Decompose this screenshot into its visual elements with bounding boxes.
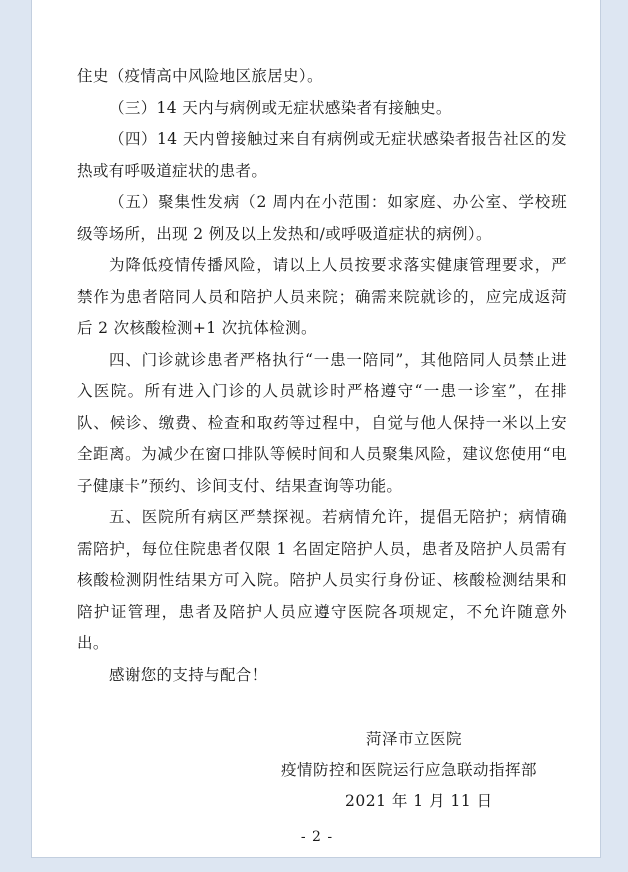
paragraph-2: （三）14 天内与病例或无症状感染者有接触史。: [109, 98, 452, 117]
paragraph-7: 五、医院所有病区严禁探视。若病情允许，提倡无陪护；病情确需陪护，每位住院患者仅限 1 名固定陪护人员，患者及陪护人员需有核酸检测阴性结果方可入院。陪护人员实行身份证、核酸检测结果和陪护证管理，患者及陪护人员应遵守医院各项规定，不允许随意外出。: [77, 508, 567, 652]
signature-date: 2021 年 1 月 11 日: [345, 792, 493, 810]
paragraph-5: 为降低疫情传播风险，请以上人员按要求落实健康管理要求，严禁作为患者陪同人员和陪护人员来院；确需来院就诊的，应完成返菏后 2 次核酸检测+1 次抗体检测。: [77, 256, 567, 337]
paragraph-3: （四）14 天内曾接触过来自有病例或无症状感染者报告社区的发热或有呼吸道症状的患者。: [77, 130, 567, 180]
paragraph-8: 感谢您的支持与配合！: [109, 665, 268, 684]
signature-department: 疫情防控和医院运行应急联动指挥部: [281, 761, 538, 779]
page-number: - 2 -: [300, 829, 334, 845]
document-page: [31, 0, 601, 858]
paragraph-6: 四、门诊就诊患者严格执行“一患一陪同”，其他陪同人员禁止进入医院。所有进入门诊的人员就诊时严格遵守“一患一诊室”，在排队、候诊、缴费、检查和取药等过程中，自觉与他人保持一米以上安全距离。为减少在窗口排队等候时间和人员聚集风险，建议您使用“电子健康卡”预约、诊间支付、结果查询等功能。: [77, 350, 567, 495]
signature-hospital: 菏泽市立医院: [366, 730, 463, 748]
paragraph-1: 住史（疫情高中风险地区旅居史）。: [77, 67, 323, 85]
paragraph-4: （五）聚集性发病（2 周内在小范围：如家庭、办公室、学校班级等场所，出现 2 例及以上发热和/或呼吸道症状的病例）。: [77, 193, 567, 243]
document-body: [77, 61, 567, 691]
